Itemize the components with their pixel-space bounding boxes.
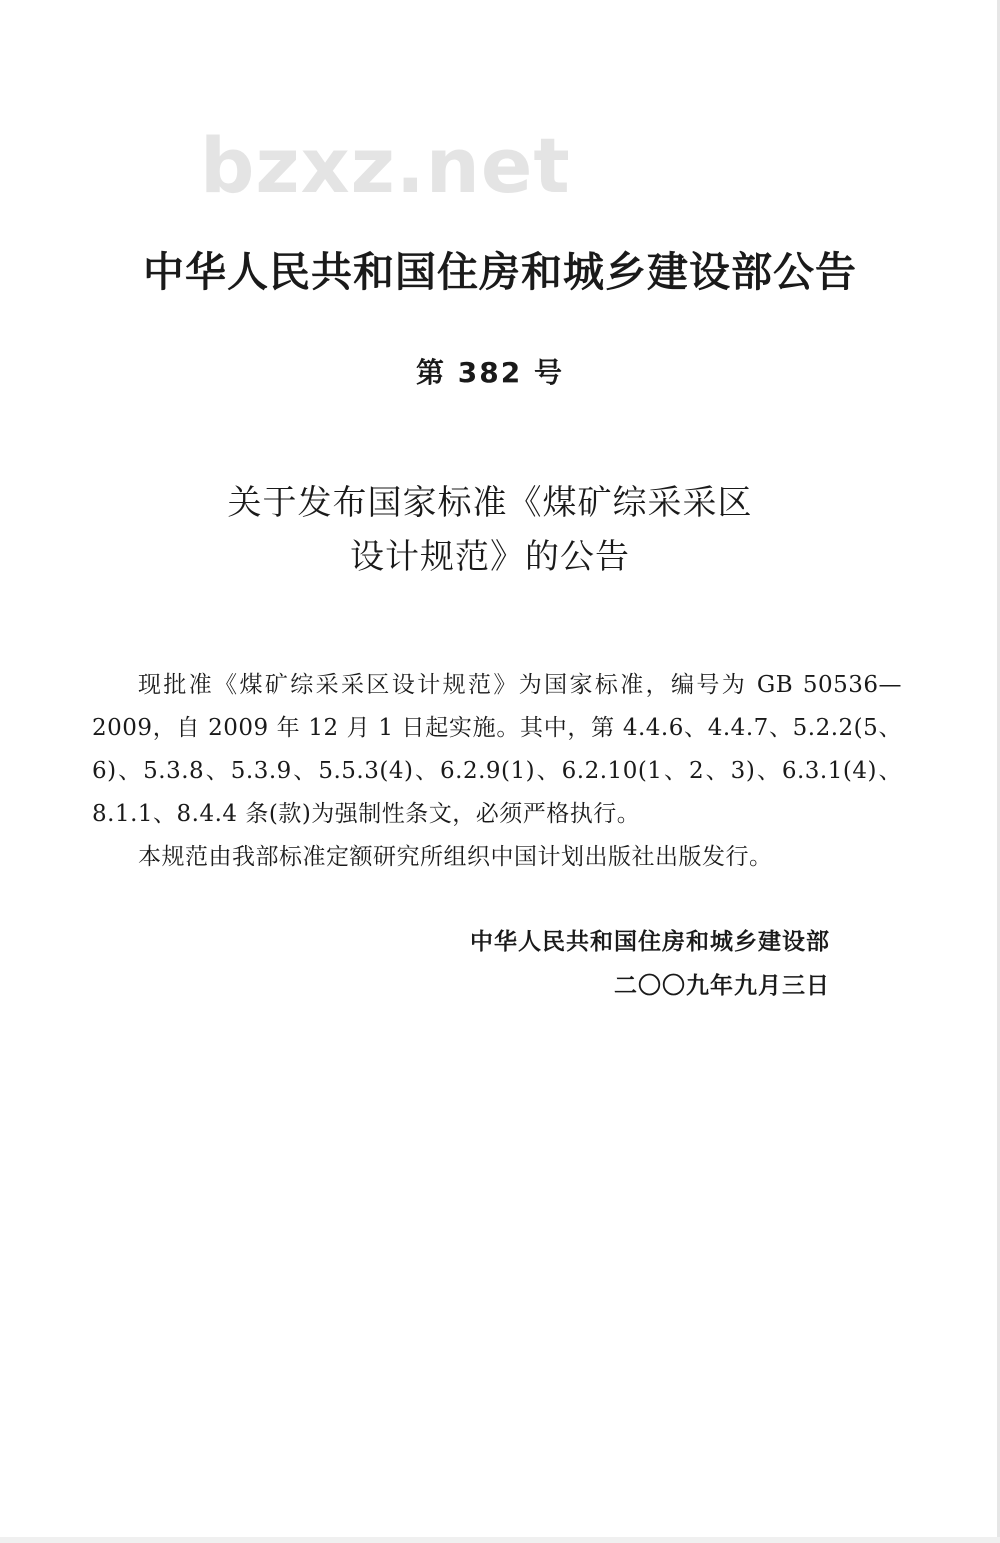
subject-line-1: 关于发布国家标准《煤矿综采采区 <box>227 483 753 523</box>
announcement-subject <box>0 476 980 584</box>
signature-block <box>0 920 830 1008</box>
announcement-title: 中华人民共和国住房和城乡建设部公告 <box>143 248 857 296</box>
issue-date: 二〇〇九年九月三日 <box>614 973 830 999</box>
watermark: bzxz.net <box>200 121 571 210</box>
body-paragraph-1: 现批准《煤矿综采采区设计规范》为国家标准，编号为 GB 50536—2009，自 2009 年 12 月 1 日起实施。其中，第 4.4.6、4.4.7、5.2.2(5、6)、5.3.8、5.3.9、5.5.3(4)、6.2.9(1)、6.2.10(1、2、3)、6.3.1(4)、8.1.1、8.4.4 条(款)为强制性条文，必须严格执行。 <box>92 672 902 827</box>
body-paragraph-2: 本规范由我部标准定额研究所组织中国计划出版社出版发行。 <box>138 844 773 870</box>
subject-line-2: 设计规范》的公告 <box>350 537 630 577</box>
issuer-name: 中华人民共和国住房和城乡建设部 <box>470 929 830 955</box>
page-edge-bottom <box>0 1537 1000 1543</box>
announcement-number: 第 382 号 <box>416 356 564 389</box>
announcement-body <box>92 664 902 879</box>
